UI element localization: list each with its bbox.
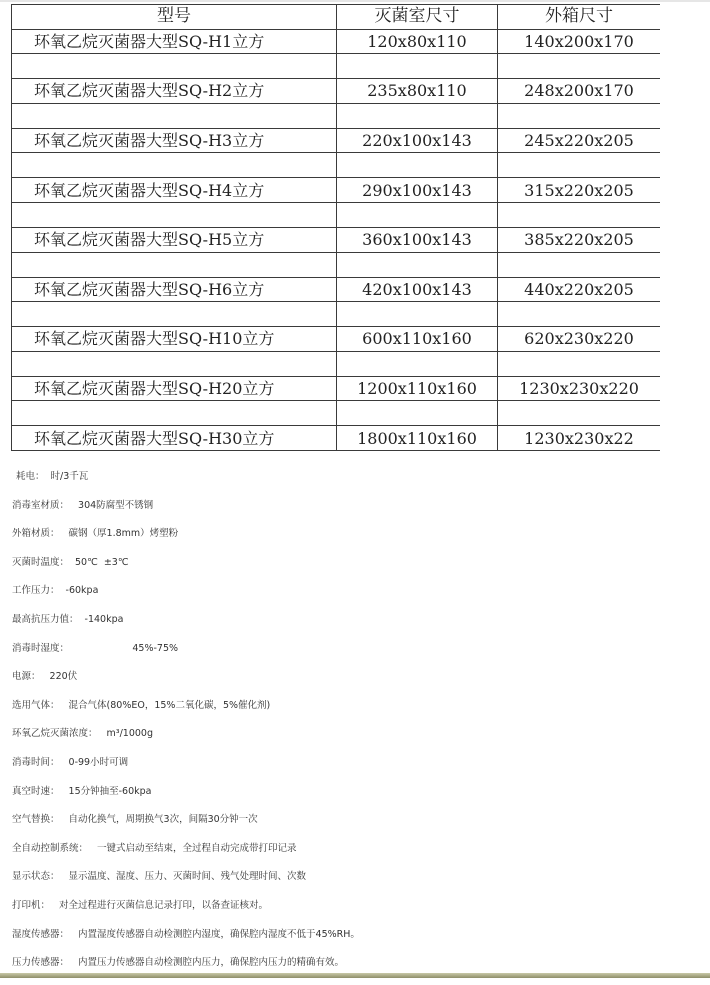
spec-value: 碳钢（厚1.8mm）烤塑粉: [65, 528, 179, 540]
spec-label: 空气替换：: [12, 814, 60, 826]
model-cell: 环氧乙烷灭菌器大型SQ-H4立方: [12, 178, 337, 203]
spec-line: [12, 813, 702, 842]
spec-label: 湿度传感器：: [12, 928, 70, 940]
spec-value: 混合气体(80%EO，15%二氧化碳，5%催化剂): [65, 699, 271, 711]
empty-cell: [337, 252, 498, 277]
table-row: [12, 376, 661, 401]
spec-line: [12, 470, 702, 499]
spec-line: [12, 670, 702, 699]
empty-cell: [12, 153, 337, 178]
spec-label: 耗电：: [16, 471, 45, 482]
table-row: [12, 227, 661, 252]
spec-line: [12, 556, 702, 585]
table-spacer-row: [12, 202, 661, 227]
model-cell: 环氧乙烷灭菌器大型SQ-H6立方: [12, 277, 337, 302]
spec-value: 对全过程进行灭菌信息记录打印，以备查证核对。: [56, 899, 269, 911]
outer-size-cell: 248x200x170: [498, 79, 661, 104]
table-row: [12, 128, 661, 153]
table-spacer-row: [12, 401, 661, 426]
spec-label: 消毒时湿度：: [12, 642, 70, 654]
spec-line: [12, 956, 702, 985]
empty-cell: [12, 351, 337, 376]
model-cell: 环氧乙烷灭菌器大型SQ-H30立方: [12, 426, 337, 451]
spec-value: m³/1000g: [103, 728, 154, 740]
empty-cell: [12, 103, 337, 128]
empty-cell: [498, 351, 661, 376]
outer-size-cell: 1230x230x220: [498, 376, 661, 401]
spec-line: [12, 613, 702, 642]
spec-line: [12, 870, 702, 899]
table-spacer-row: [12, 252, 661, 277]
chamber-size-cell: 360x100x143: [337, 227, 498, 252]
spec-line: [12, 756, 702, 785]
spec-value: 220伏: [46, 671, 78, 683]
spec-label: 压力传感器：: [12, 957, 70, 969]
outer-size-cell: 1230x230x22: [498, 426, 661, 451]
outer-size-cell: 440x220x205: [498, 277, 661, 302]
table-row: [12, 426, 661, 451]
spec-label: 消毒时间：: [12, 756, 60, 768]
spec-line: [12, 584, 702, 613]
spec-line: [12, 527, 702, 556]
spec-table-container: [11, 4, 660, 453]
spec-value: 时/3千瓦: [50, 471, 89, 482]
spec-label: 选用气体：: [12, 699, 60, 711]
spec-value: 内置湿度传感器自动检测腔内湿度，确保腔内湿度不低于45%RH。: [75, 928, 360, 940]
empty-cell: [498, 302, 661, 327]
spec-label: 真空时速：: [12, 785, 60, 797]
chamber-size-cell: 235x80x110: [337, 79, 498, 104]
spec-label: 最高抗压力值：: [12, 613, 79, 625]
spec-line: [12, 842, 702, 871]
model-cell: 环氧乙烷灭菌器大型SQ-H2立方: [12, 79, 337, 104]
chamber-size-cell: 120x80x110: [337, 29, 498, 54]
spec-value: 304防腐型不锈钢: [75, 499, 154, 511]
model-cell: 环氧乙烷灭菌器大型SQ-H1立方: [12, 29, 337, 54]
empty-cell: [498, 153, 661, 178]
spec-value: 50℃ ±3℃: [75, 556, 129, 568]
spec-label: 电源：: [12, 671, 41, 683]
outer-size-cell: 315x220x205: [498, 178, 661, 203]
table-spacer-row: [12, 351, 661, 376]
spec-label: 显示状态：: [12, 871, 60, 883]
spec-line: [12, 499, 702, 528]
table-spacer-row: [12, 54, 661, 79]
spec-label: 工作压力：: [12, 585, 60, 597]
spec-value: -140kpa: [84, 613, 124, 625]
spec-line: [12, 928, 702, 957]
spec-label: 外箱材质：: [12, 528, 60, 540]
outer-size-cell: 140x200x170: [498, 29, 661, 54]
spec-line: [12, 727, 702, 756]
empty-cell: [337, 202, 498, 227]
chamber-size-cell: 290x100x143: [337, 178, 498, 203]
spec-value: 内置压力传感器自动检测腔内压力，确保腔内压力的精确有效。: [75, 957, 345, 969]
empty-cell: [12, 202, 337, 227]
header-outer-size: 外箱尺寸: [498, 5, 661, 30]
outer-size-cell: 245x220x205: [498, 128, 661, 153]
spec-table: [11, 4, 660, 451]
model-cell: 环氧乙烷灭菌器大型SQ-H20立方: [12, 376, 337, 401]
empty-cell: [498, 103, 661, 128]
table-row: [12, 29, 661, 54]
spec-label: 灭菌时温度：: [12, 556, 70, 568]
outer-size-cell: 620x230x220: [498, 327, 661, 352]
table-spacer-row: [12, 153, 661, 178]
spec-line: [12, 785, 702, 814]
spec-label: 打印机：: [12, 899, 51, 911]
table-row: [12, 178, 661, 203]
empty-cell: [12, 401, 337, 426]
table-spacer-row: [12, 103, 661, 128]
empty-cell: [337, 54, 498, 79]
header-model: 型号: [12, 5, 337, 30]
chamber-size-cell: 1800x110x160: [337, 426, 498, 451]
empty-cell: [337, 153, 498, 178]
empty-cell: [12, 54, 337, 79]
empty-cell: [337, 401, 498, 426]
spec-value: 自动化换气，周期换气3次，间隔30分钟一次: [65, 814, 258, 826]
empty-cell: [12, 252, 337, 277]
empty-cell: [337, 302, 498, 327]
table-row: [12, 327, 661, 352]
spec-label: 全自动控制系统：: [12, 842, 89, 854]
empty-cell: [337, 103, 498, 128]
top-divider: [0, 0, 710, 2]
chamber-size-cell: 220x100x143: [337, 128, 498, 153]
spec-label: 环氧乙烷灭菌浓度：: [12, 728, 98, 740]
header-chamber-size: 灭菌室尺寸: [337, 5, 498, 30]
spec-list: [12, 470, 702, 985]
chamber-size-cell: 600x110x160: [337, 327, 498, 352]
empty-cell: [498, 401, 661, 426]
table-spacer-row: [12, 302, 661, 327]
chamber-size-cell: 420x100x143: [337, 277, 498, 302]
bottom-border: [0, 973, 710, 978]
model-cell: 环氧乙烷灭菌器大型SQ-H3立方: [12, 128, 337, 153]
spec-line: [12, 899, 702, 928]
spec-value: 显示温度、湿度、压力、灭菌时间、残气处理时间、次数: [65, 871, 307, 883]
empty-cell: [337, 351, 498, 376]
spec-line: [12, 642, 702, 671]
table-header-row: [12, 5, 661, 30]
empty-cell: [498, 54, 661, 79]
spec-value: 45%-75%: [75, 642, 179, 654]
spec-value: 0-99小时可调: [65, 756, 129, 768]
spec-line: [12, 699, 702, 728]
table-row: [12, 79, 661, 104]
outer-size-cell: 385x220x205: [498, 227, 661, 252]
spec-value: -60kpa: [65, 585, 99, 597]
model-cell: 环氧乙烷灭菌器大型SQ-H10立方: [12, 327, 337, 352]
empty-cell: [498, 252, 661, 277]
empty-cell: [498, 202, 661, 227]
empty-cell: [12, 302, 337, 327]
spec-value: 一键式启动至结束，全过程自动完成带打印记录: [94, 842, 297, 854]
chamber-size-cell: 1200x110x160: [337, 376, 498, 401]
spec-value: 15分钟抽至-60kpa: [65, 785, 152, 797]
model-cell: 环氧乙烷灭菌器大型SQ-H5立方: [12, 227, 337, 252]
spec-label: 消毒室材质：: [12, 499, 70, 511]
table-row: [12, 277, 661, 302]
